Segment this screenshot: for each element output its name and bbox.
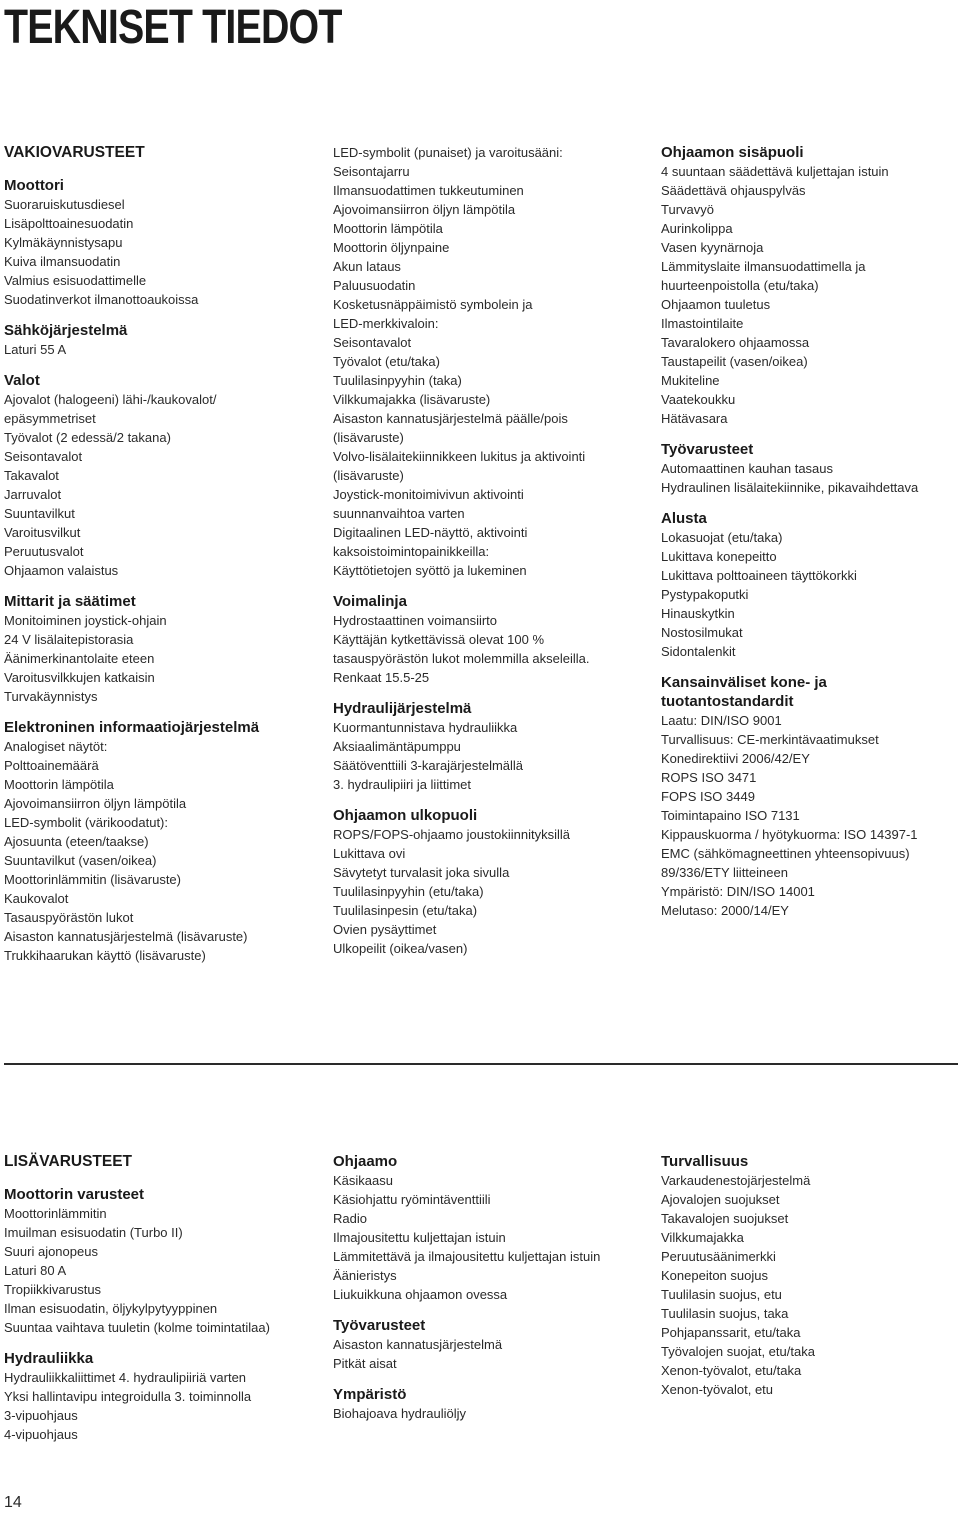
spec-group — [333, 806, 633, 958]
standard-equipment-label: VAKIOVARUSTEET — [4, 144, 145, 161]
spec-item: Lokasuojat (etu/taka) — [661, 530, 783, 545]
spec-item: Käyttötietojen syöttö ja lukeminen — [333, 563, 527, 578]
spec-item: Varkaudenestojärjestelmä — [661, 1173, 811, 1188]
spec-item: Tasauspyörästön lukot — [4, 910, 134, 925]
spec-item: Tuulilasinpesin (etu/taka) — [333, 903, 478, 918]
spec-group-heading: Ohjaamon ulkopuoli — [333, 807, 478, 824]
spec-item: Analogiset näytöt: — [4, 739, 108, 754]
spec-item: Vilkkumajakka (lisävaruste) — [333, 392, 491, 407]
spec-group — [333, 699, 633, 794]
spec-item: Radio — [333, 1211, 367, 1226]
spec-item: Varoitusvilkut — [4, 525, 81, 540]
spec-group — [661, 509, 960, 661]
spec-item: Ohjaamon valaistus — [4, 563, 119, 578]
spec-group — [4, 371, 304, 580]
spec-item: Käyttäjän kytkettävissä olevat 100 % — [333, 632, 545, 647]
spec-item: 4-vipuohjaus — [4, 1427, 78, 1442]
spec-group-heading: Työvarusteet — [661, 441, 754, 458]
spec-group-heading: Ohjaamon sisäpuoli — [661, 144, 804, 161]
optional-col-1 — [4, 1152, 304, 1456]
spec-item: Vilkkumajakka — [661, 1230, 744, 1245]
spec-item: Ilmajousitettu kuljettajan istuin — [333, 1230, 506, 1245]
spec-group-heading: Ohjaamo — [333, 1153, 398, 1170]
spec-item: Turvakäynnistys — [4, 689, 98, 704]
spec-item: Sävytetyt turvalasit joka sivulla — [333, 865, 510, 880]
spec-item: Pitkät aisat — [333, 1356, 397, 1371]
spec-item: Toimintapaino ISO 7131 — [661, 808, 800, 823]
spec-item: Paluusuodatin — [333, 278, 416, 293]
spec-group-heading: Kansainväliset kone- ja tuotantostandardit — [661, 674, 827, 710]
spec-item: Tavaralokero ohjaamossa — [661, 335, 810, 350]
spec-item: Työvalot (2 edessä/2 takana) — [4, 430, 171, 445]
spec-item: Takavalojen suojukset — [661, 1211, 789, 1226]
spec-item: Suuntavilkut (vasen/oikea) — [4, 853, 157, 868]
spec-item: Seisontavalot — [333, 335, 412, 350]
spec-item: LED-symbolit (värikoodatut): — [4, 815, 168, 830]
spec-item: tasauspyörästön lukot molemmilla akseleilla. — [333, 651, 590, 666]
spec-item: Moottorinlämmitin (lisävaruste) — [4, 872, 181, 887]
standard-col-3 — [661, 143, 960, 932]
optional-col-3 — [661, 1152, 960, 1411]
spec-item: Tuulilasinpyyhin (taka) — [333, 373, 462, 388]
spec-group-heading: Työvarusteet — [333, 1317, 426, 1334]
spec-group — [4, 592, 304, 706]
spec-item: Äänieristys — [333, 1268, 397, 1283]
spec-group-heading: Valot — [4, 372, 40, 389]
spec-item: 4 suuntaan säädettävä kuljettajan istuin — [661, 164, 889, 179]
spec-group-heading: Elektroninen informaatiojärjestelmä — [4, 719, 260, 736]
spec-item: LED-symbolit (punaiset) ja varoitusääni: — [333, 145, 563, 160]
spec-item: Moottorinlämmitin — [4, 1206, 107, 1221]
spec-item: Hydraulinen lisälaitekiinnike, pikavaihdettava — [661, 480, 919, 495]
spec-item: Digitaalinen LED-näyttö, aktivointi — [333, 525, 528, 540]
spec-item: FOPS ISO 3449 — [661, 789, 755, 804]
spec-item: 3. hydraulipiiri ja liittimet — [333, 777, 471, 792]
spec-item: Hätävasara — [661, 411, 728, 426]
page-title: TEKNISET TIEDOT — [4, 1, 342, 54]
spec-item: Säädettävä ohjauspylväs — [661, 183, 806, 198]
spec-group-heading: Moottori — [4, 177, 64, 194]
spec-item: Xenon-työvalot, etu/taka — [661, 1363, 802, 1378]
spec-item: Turvavyö — [661, 202, 714, 217]
spec-item: epäsymmetriset — [4, 411, 96, 426]
spec-group — [333, 143, 633, 580]
spec-item: Aurinkolippa — [661, 221, 733, 236]
spec-item: Kippauskuorma / hyötykuorma: ISO 14397-1 — [661, 827, 918, 842]
spec-item: Liukuikkuna ohjaamon ovessa — [333, 1287, 508, 1302]
spec-item: Ilmastointilaite — [661, 316, 744, 331]
spec-item: Renkaat 15.5-25 — [333, 670, 430, 685]
spec-group — [333, 1152, 633, 1304]
spec-group — [4, 1185, 304, 1337]
spec-item: huurteenpoistolla (etu/taka) — [661, 278, 819, 293]
spec-item: Vasen kyynärnoja — [661, 240, 764, 255]
spec-group-heading: Alusta — [661, 510, 707, 527]
spec-item: Kylmäkäynnistysapu — [4, 235, 123, 250]
spec-item: Moottorin lämpötila — [333, 221, 443, 236]
spec-group-heading: Sähköjärjestelmä — [4, 322, 128, 339]
spec-item: Mukiteline — [661, 373, 720, 388]
spec-group-heading: Voimalinja — [333, 593, 407, 610]
spec-item: Nostosilmukat — [661, 625, 743, 640]
spec-item: Äänimerkinantolaite eteen — [4, 651, 155, 666]
spec-item: Suodatinverkot ilmanottoaukoissa — [4, 292, 199, 307]
spec-item: Suoraruiskutusdiesel — [4, 197, 125, 212]
spec-item: Lukittava ovi — [333, 846, 406, 861]
spec-group — [661, 673, 960, 920]
spec-item: Kaukovalot — [4, 891, 69, 906]
spec-item: Xenon-työvalot, etu — [661, 1382, 774, 1397]
spec-item: EMC (sähkömagneettinen yhteensopivuus) — [661, 846, 910, 861]
spec-item: Käsiohjattu ryömintäventtiili — [333, 1192, 491, 1207]
spec-item: Lukittava polttoaineen täyttökorkki — [661, 568, 857, 583]
spec-item: Hinauskytkin — [661, 606, 735, 621]
spec-item: Suuri ajonopeus — [4, 1244, 98, 1259]
spec-item: Valmius esisuodattimelle — [4, 273, 147, 288]
spec-item: Turvallisuus: CE-merkintävaatimukset — [661, 732, 879, 747]
spec-item: Työvalojen suojat, etu/taka — [661, 1344, 815, 1359]
spec-item: LED-merkkivaloin: — [333, 316, 439, 331]
spec-item: ROPS ISO 3471 — [661, 770, 757, 785]
spec-item: Tuulilasinpyyhin (etu/taka) — [333, 884, 484, 899]
spec-item: Ajovalojen suojukset — [661, 1192, 780, 1207]
spec-item: Hydrostaattinen voimansiirto — [333, 613, 498, 628]
spec-item: Moottorin öljynpaine — [333, 240, 450, 255]
spec-item: Ajosuunta (eteen/taakse) — [4, 834, 149, 849]
spec-item: Kuiva ilmansuodatin — [4, 254, 121, 269]
spec-item: Tuulilasin suojus, taka — [661, 1306, 789, 1321]
spec-item: Ajovoimansiirron öljyn lämpötila — [4, 796, 187, 811]
spec-group — [4, 321, 304, 359]
spec-item: Aisaston kannatusjärjestelmä — [333, 1337, 503, 1352]
page-number: 14 — [4, 1494, 22, 1511]
spec-item: Työvalot (etu/taka) — [333, 354, 440, 369]
spec-group — [333, 1316, 633, 1373]
spec-item: kaksoistoimintopainikkeilla: — [333, 544, 490, 559]
spec-item: Kuormantunnistava hydrauliikka — [333, 720, 518, 735]
spec-item: ROPS/FOPS-ohjaamo joustokiinnityksillä — [333, 827, 570, 842]
spec-item: Laatu: DIN/ISO 9001 — [661, 713, 782, 728]
spec-group-heading: Hydraulijärjestelmä — [333, 700, 472, 717]
spec-item: Käsikaasu — [333, 1173, 393, 1188]
spec-item: 89/336/ETY liitteineen — [661, 865, 788, 880]
spec-item: Polttoainemäärä — [4, 758, 99, 773]
section-divider — [4, 1063, 958, 1065]
spec-item: Peruutusvalot — [4, 544, 84, 559]
spec-group — [661, 143, 960, 428]
spec-item: Aksiaalimäntäpumppu — [333, 739, 461, 754]
spec-item: Takavalot — [4, 468, 59, 483]
spec-item: Varoitusvilkkujen katkaisin — [4, 670, 155, 685]
spec-item: Suuntaa vaihtava tuuletin (kolme toimintatilaa) — [4, 1320, 270, 1335]
spec-group — [4, 176, 304, 309]
spec-item: Ajovalot (halogeeni) lähi-/kaukovalot/ — [4, 392, 217, 407]
spec-item: Monitoiminen joystick-ohjain — [4, 613, 167, 628]
spec-item: Pohjapanssarit, etu/taka — [661, 1325, 801, 1340]
spec-item: Laturi 55 A — [4, 342, 67, 357]
spec-item: (lisävaruste) — [333, 430, 404, 445]
spec-group — [4, 718, 304, 965]
spec-item: Joystick-monitoimivivun aktivointi — [333, 487, 524, 502]
spec-item: Ulkopeilit (oikea/vasen) — [333, 941, 468, 956]
spec-item: Tuulilasin suojus, etu — [661, 1287, 782, 1302]
spec-item: Ajovoimansiirron öljyn lämpötila — [333, 202, 516, 217]
spec-item: suunnanvaihtoa varten — [333, 506, 465, 521]
spec-item: Ovien pysäyttimet — [333, 922, 437, 937]
spec-item: Imuilman esisuodatin (Turbo II) — [4, 1225, 183, 1240]
spec-item: Seisontajarru — [333, 164, 410, 179]
spec-item: Hydrauliikkaliittimet 4. hydraulipiiriä varten — [4, 1370, 247, 1385]
spec-item: Vaatekoukku — [661, 392, 736, 407]
spec-item: Yksi hallintavipu integroidulla 3. toiminnolla — [4, 1389, 252, 1404]
spec-item: Trukkihaarukan käyttö (lisävaruste) — [4, 948, 206, 963]
spec-item: 24 V lisälaitepistorasia — [4, 632, 134, 647]
spec-item: Konepeiton suojus — [661, 1268, 768, 1283]
spec-item: Aisaston kannatusjärjestelmä (lisävaruste) — [4, 929, 248, 944]
spec-item: Lukittava konepeitto — [661, 549, 777, 564]
spec-item: Säätöventtiili 3-karajärjestelmällä — [333, 758, 524, 773]
spec-item: Kosketusnäppäimistö symbolein ja — [333, 297, 533, 312]
spec-item: Moottorin lämpötila — [4, 777, 114, 792]
spec-item: Seisontavalot — [4, 449, 83, 464]
spec-item: Aisaston kannatusjärjestelmä päälle/pois — [333, 411, 568, 426]
spec-item: Biohajoava hydrauliöljy — [333, 1406, 466, 1421]
spec-item: Suuntavilkut — [4, 506, 75, 521]
spec-item: (lisävaruste) — [333, 468, 404, 483]
spec-group-heading: Hydrauliikka — [4, 1350, 94, 1367]
spec-item: Volvo-lisälaitekiinnikkeen lukitus ja aktivointi — [333, 449, 586, 464]
spec-item: Lämmitettävä ja ilmajousitettu kuljettajan istuin — [333, 1249, 601, 1264]
spec-item: Melutaso: 2000/14/EY — [661, 903, 789, 918]
standard-col-1 — [4, 143, 304, 977]
spec-item: Konedirektiivi 2006/42/EY — [661, 751, 810, 766]
standard-col-2 — [333, 143, 633, 970]
optional-col-2 — [333, 1152, 633, 1435]
spec-item: Ilmansuodattimen tukkeutuminen — [333, 183, 524, 198]
spec-group — [333, 1385, 633, 1423]
spec-item: Pystypakoputki — [661, 587, 749, 602]
spec-item: Sidontalenkit — [661, 644, 736, 659]
spec-item: Ympäristö: DIN/ISO 14001 — [661, 884, 815, 899]
spec-group — [333, 592, 633, 687]
spec-item: Peruutusäänimerkki — [661, 1249, 776, 1264]
spec-item: Taustapeilit (vasen/oikea) — [661, 354, 808, 369]
spec-group — [4, 1349, 304, 1444]
spec-group — [661, 440, 960, 497]
spec-item: Akun lataus — [333, 259, 401, 274]
spec-group-heading: Ympäristö — [333, 1386, 407, 1403]
optional-equipment-label: LISÄVARUSTEET — [4, 1153, 133, 1170]
spec-item: Ohjaamon tuuletus — [661, 297, 771, 312]
spec-item: Tropiikkivarustus — [4, 1282, 102, 1297]
spec-item: Lisäpolttoainesuodatin — [4, 216, 134, 231]
spec-item: 3-vipuohjaus — [4, 1408, 78, 1423]
spec-group-heading: Turvallisuus — [661, 1153, 749, 1170]
spec-item: Laturi 80 A — [4, 1263, 67, 1278]
spec-item: Jarruvalot — [4, 487, 62, 502]
spec-item: Automaattinen kauhan tasaus — [661, 461, 834, 476]
spec-item: Ilman esisuodatin, öljykylpytyyppinen — [4, 1301, 218, 1316]
spec-group-heading: Moottorin varusteet — [4, 1186, 145, 1203]
spec-group — [661, 1152, 960, 1399]
spec-group-heading: Mittarit ja säätimet — [4, 593, 136, 610]
spec-item: Lämmityslaite ilmansuodattimella ja — [661, 259, 866, 274]
